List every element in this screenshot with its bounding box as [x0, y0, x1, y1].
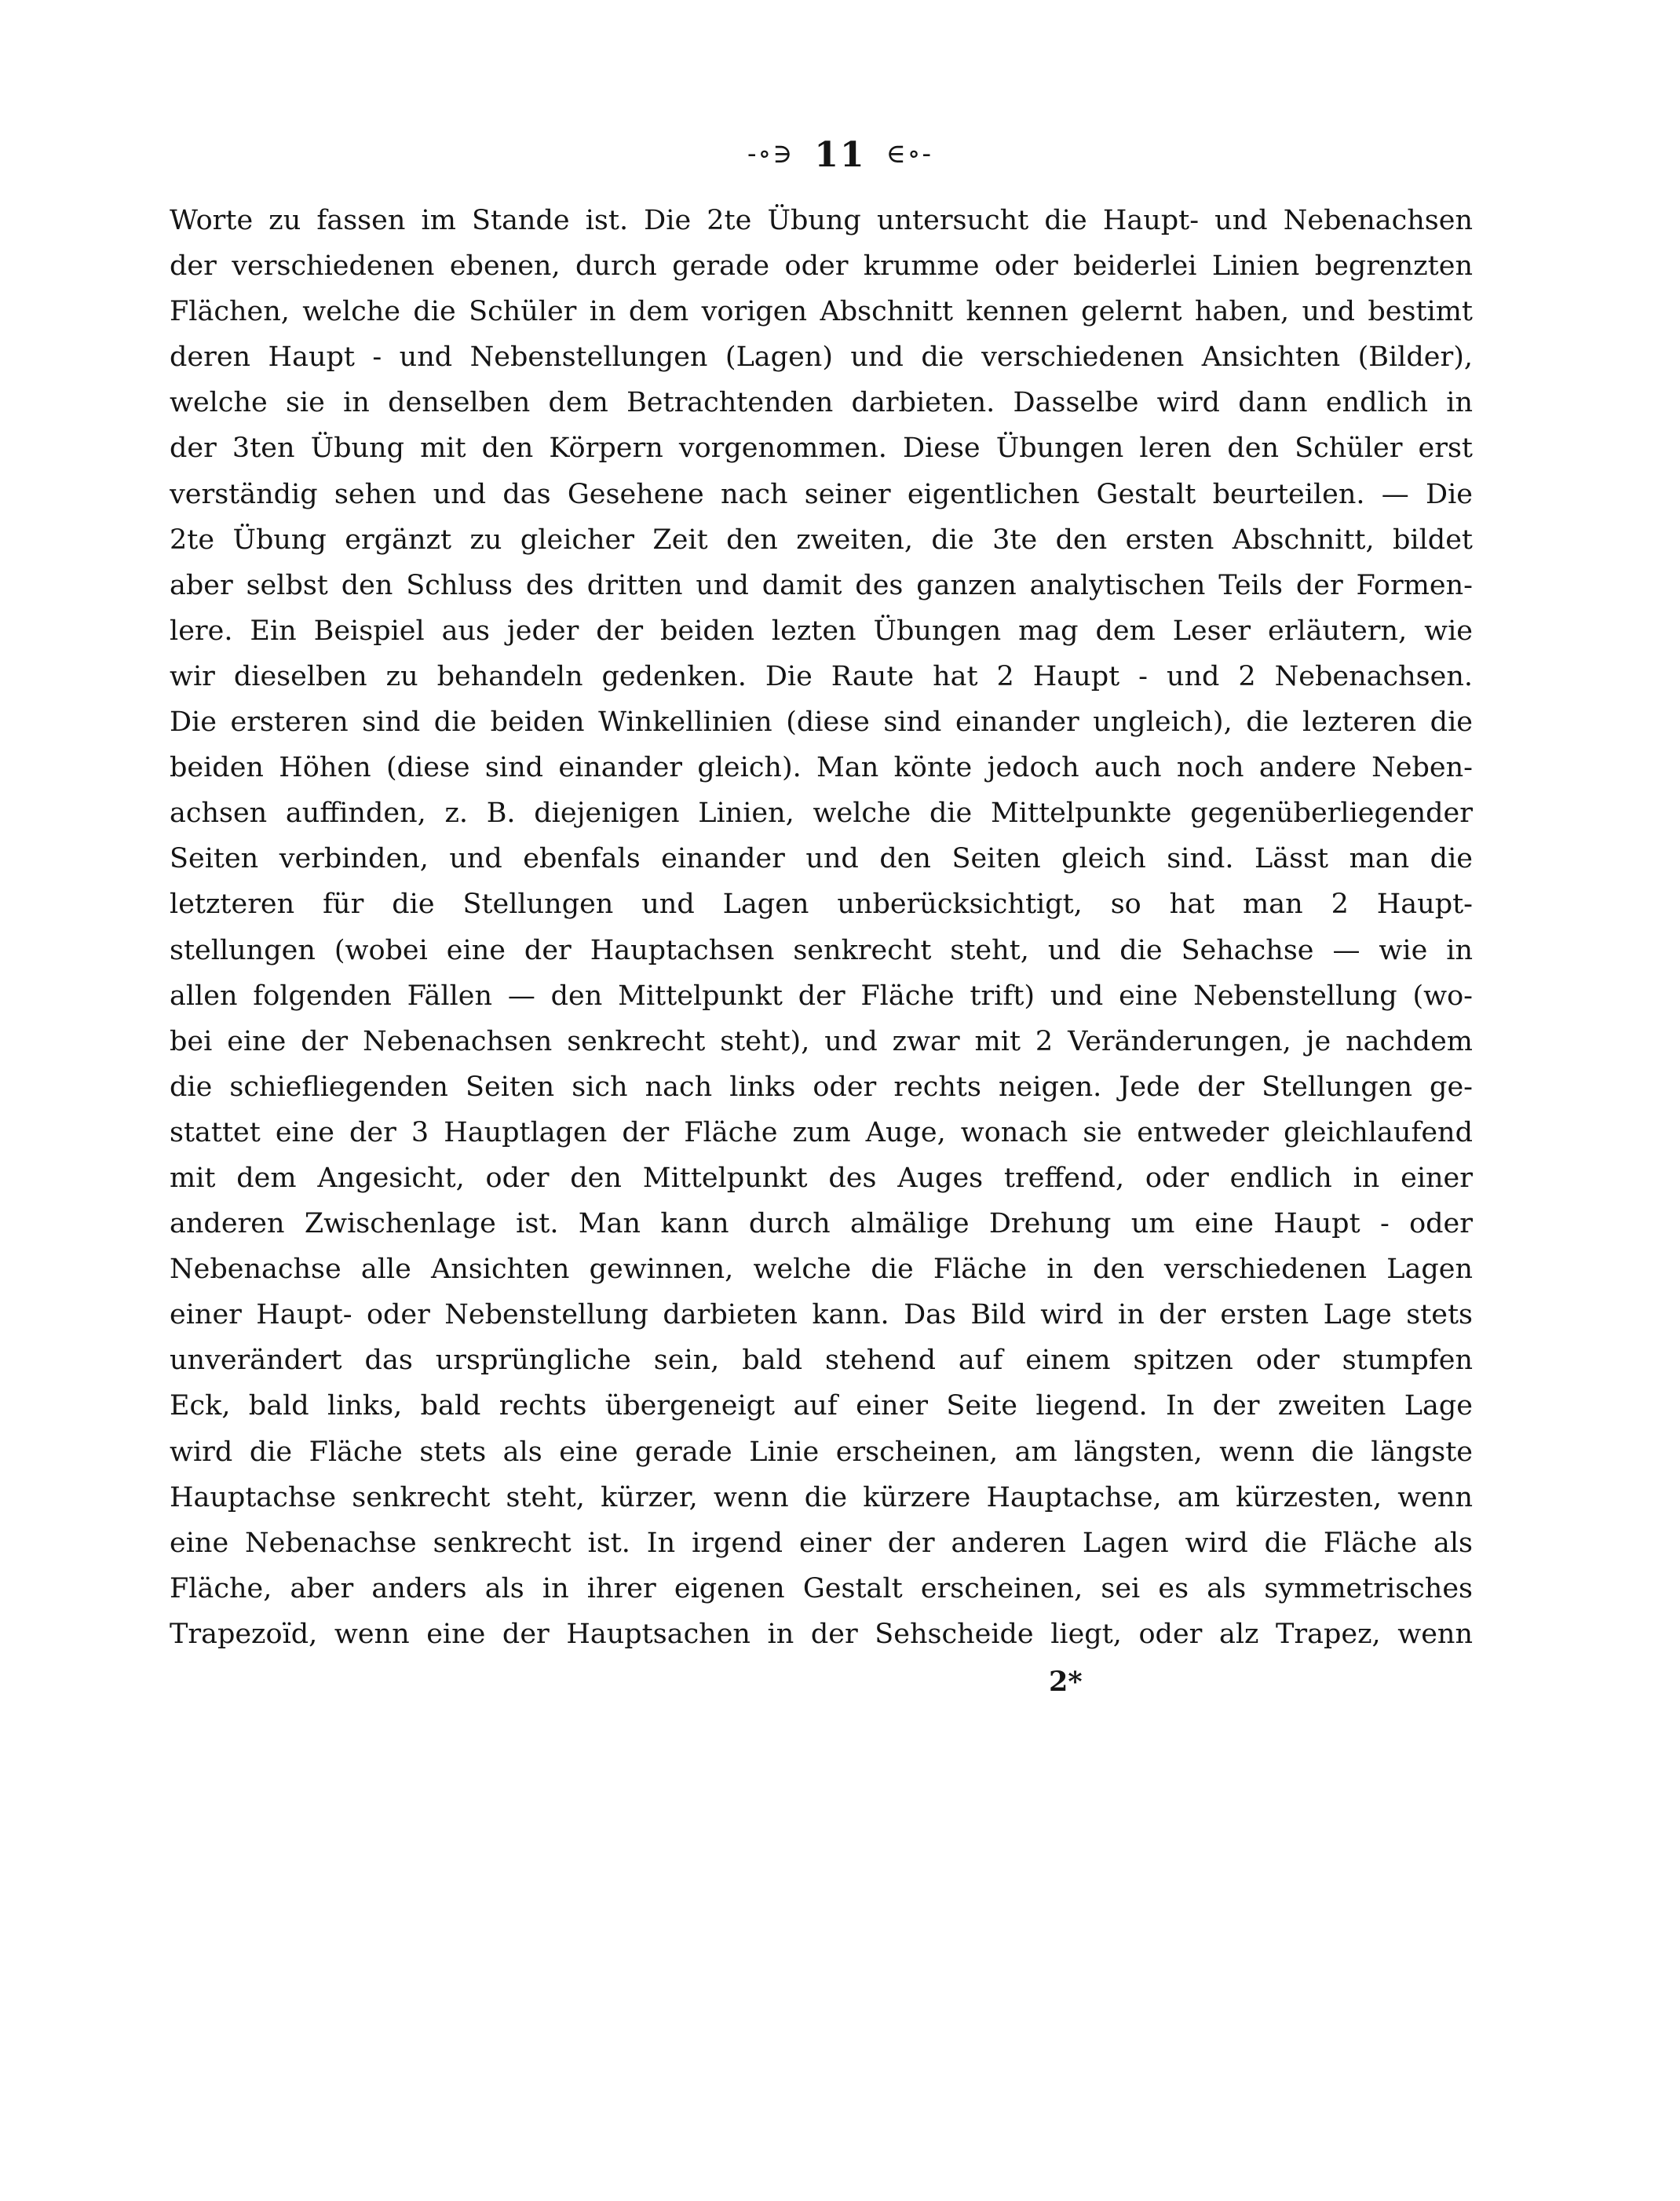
text-line: Seiten verbinden, und ebenfals einander und den Seiten gleich sind. Lässt man die: [170, 843, 1473, 875]
text-line: 2te Übung ergänzt zu gleicher Zeit den zweiten, die 3te den ersten Abschnitt, bildet: [170, 524, 1473, 556]
text-line: achsen auffinden, z. B. diejenigen Linien, welche die Mittelpunkte gegenüberliegender: [170, 798, 1473, 830]
signature-mark: 2*: [1049, 1666, 1083, 1698]
page-number: 11: [814, 135, 866, 175]
text-line: Fläche, aber anders als in ihrer eigenen Gestalt erscheinen, sei es als symmetrisches: [170, 1572, 1473, 1604]
text-line: die schiefliegenden Seiten sich nach links oder rechts neigen. Jede der Stellungen ge-: [170, 1071, 1473, 1103]
text-line: Worte zu fassen im Stande ist. Die 2te Übung untersucht die Haupt- und Nebenachsen: [170, 205, 1473, 236]
text-line: unverändert das ursprüngliche sein, bald stehend auf einem spitzen oder stumpfen: [170, 1345, 1473, 1377]
text-line: deren Haupt - und Nebenstellungen (Lagen) und die verschiedenen Ansichten (Bilder),: [170, 341, 1473, 374]
text-line: Eck, bald links, bald rechts übergeneigt auf einer Seite liegend. In der zweiten Lage: [170, 1390, 1473, 1422]
text-line: welche sie in denselben dem Betrachtenden darbieten. Dasselbe wird dann endlich in: [170, 387, 1473, 419]
text-line: der 3ten Übung mit den Körpern vorgenommen. Diese Übungen leren den Schüler erst: [170, 433, 1473, 465]
ornament-right-icon: ∈∘-: [886, 138, 933, 170]
text-line: Flächen, welche die Schüler in dem vorigen Abschnitt kennen gelernt haben, und bestimt: [170, 296, 1473, 328]
text-line: stellungen (wobei eine der Hauptachsen senkrecht steht, und die Sehachse — wie in: [170, 934, 1473, 966]
text-line: anderen Zwischenlage ist. Man kann durch almälige Drehung um eine Haupt - oder: [170, 1208, 1473, 1240]
text-line: Die ersteren sind die beiden Winkellinien (diese sind einander ungleich), die lezteren die: [170, 706, 1473, 739]
text-line: lere. Ein Beispiel aus jeder der beiden lezten Übungen mag dem Leser erläutern, wie: [170, 615, 1473, 647]
text-line: Hauptachse senkrecht steht, kürzer, wenn die kürzere Hauptachse, am kürzesten, wenn: [170, 1481, 1473, 1513]
text-line: Nebenachse alle Ansichten gewinnen, welche die Fläche in den verschiedenen Lagen: [170, 1254, 1473, 1286]
text-line: einer Haupt- oder Nebenstellung darbieten kann. Das Bild wird in der ersten Lage stets: [170, 1299, 1473, 1331]
text-line: letzteren für die Stellungen und Lagen unberücksichtigt, so hat man 2 Haupt-: [170, 889, 1473, 921]
text-line: eine Nebenachse senkrecht ist. In irgend einer der anderen Lagen wird die Fläche als: [170, 1527, 1473, 1559]
text-line: beiden Höhen (diese sind einander gleich). Man könte jedoch auch noch andere Neben-: [170, 752, 1473, 784]
text-line: der verschiedenen ebenen, durch gerade oder krumme oder beiderlei Linien begrenzten: [170, 250, 1473, 283]
page-header: [0, 135, 1680, 175]
text-line: Trapezoïd, wenn eine der Hauptsachen in der Sehscheide liegt, oder alz Trapez, wenn: [170, 1618, 1473, 1650]
text-line: aber selbst den Schluss des dritten und damit des ganzen analytischen Teils der Formen-: [170, 569, 1473, 601]
text-line: stattet eine der 3 Hauptlagen der Fläche zum Auge, wonach sie entweder gleichlaufend: [170, 1116, 1473, 1148]
text-line: allen folgenden Fällen — den Mittelpunkt der Fläche trift) und eine Nebenstellung (wo-: [170, 980, 1473, 1012]
text-line: verständig sehen und das Gesehene nach seiner eigentlichen Gestalt beurteilen. — Die: [170, 478, 1473, 510]
text-line: bei eine der Nebenachsen senkrecht steht), und zwar mit 2 Veränderungen, je nachdem: [170, 1025, 1473, 1057]
text-line: wir dieselben zu behandeln gedenken. Die Raute hat 2 Haupt - und 2 Nebenachsen.: [170, 660, 1473, 692]
text-line: mit dem Angesicht, oder den Mittelpunkt des Auges treffend, oder endlich in einer: [170, 1162, 1473, 1194]
text-line: wird die Fläche stets als eine gerade Linie erscheinen, am längsten, wenn die längste: [170, 1436, 1473, 1468]
ornament-left-icon: -∘∋: [747, 138, 794, 170]
body-text: [170, 198, 1473, 1657]
